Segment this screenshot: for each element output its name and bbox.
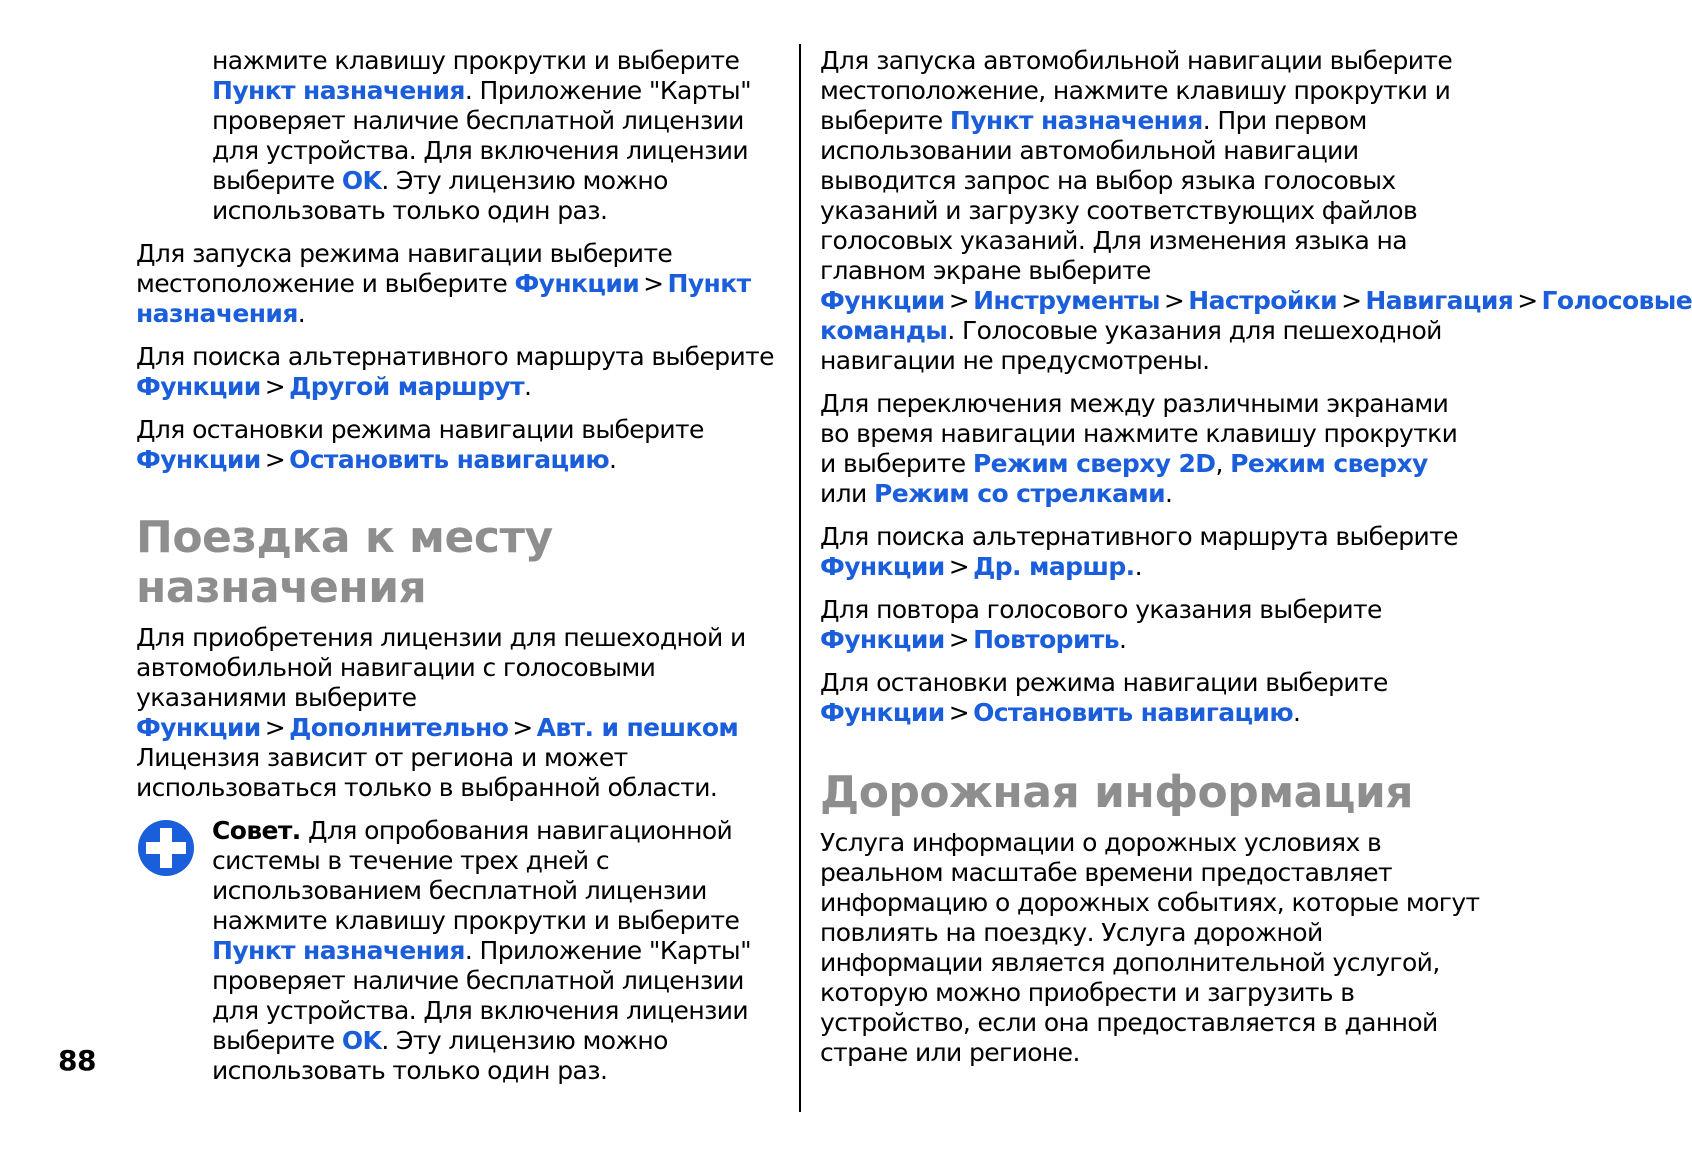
link-extras[interactable]: Дополнительно <box>289 713 509 742</box>
text: . Приложение "Карты" проверяет наличие бесплатной лицензии для устройства. Для включения лицензии выберите <box>212 76 751 195</box>
text: Для переключения между различными экранами во время навигации нажмите клавишу прокрутки и выберите <box>820 389 1458 478</box>
link-destination[interactable]: Пункт назначения <box>212 936 465 965</box>
link-ok[interactable]: OK <box>341 166 382 195</box>
menu-separator: > <box>1517 286 1538 315</box>
repeat-voice-paragraph <box>820 595 1480 655</box>
link-arrow-view[interactable]: Режим со стрелками <box>874 479 1166 508</box>
link-options[interactable]: Функции <box>136 445 261 474</box>
link-options[interactable]: Функции <box>820 286 945 315</box>
menu-separator: > <box>264 372 286 401</box>
text: . Эту лицензию можно использовать только один раз. <box>212 166 668 225</box>
tip-label: Совет. <box>212 816 301 845</box>
text: Для приобретения лицензии для пешеходной и автомобильной навигации с голосовыми указаниями выберите <box>136 623 746 712</box>
text: . <box>524 372 532 401</box>
link-tools[interactable]: Инструменты <box>973 286 1160 315</box>
text: . При первом использовании автомобильной навигации выводится запрос на выбор языка голосовых указаний и загрузку соответствующих файлов голосовых указаний. Для изменения языка на главном экране выберите <box>820 106 1418 285</box>
text: . <box>609 445 617 474</box>
text: или <box>820 479 875 508</box>
menu-separator: > <box>948 552 970 581</box>
link-options[interactable]: Функции <box>820 552 945 581</box>
car-navigation-paragraph <box>820 46 1692 376</box>
traffic-info-paragraph: Услуга информации о дорожных условиях в реальном масштабе времени предоставляет информацию о дорожных событиях, которые могут повлиять на поездку. Услуга дорожной информации является дополнительной услугой, которую можно приобрести и загрузить в устройство, если она предоставляется в данной стране или регионе. <box>820 828 1480 1067</box>
link-settings[interactable]: Настройки <box>1188 286 1338 315</box>
link-ok[interactable]: OK <box>341 1026 382 1055</box>
menu-separator: > <box>1163 286 1185 315</box>
text: нажмите клавишу прокрутки и выберите <box>212 46 740 75</box>
text: . Голосовые указания для пешеходной навигации не предусмотрены. <box>820 316 1442 375</box>
link-voice-commands[interactable]: Голосовые команды <box>820 286 1692 345</box>
menu-separator: > <box>264 445 286 474</box>
link-options[interactable]: Функции <box>820 625 945 654</box>
alt-route-paragraph <box>820 522 1480 582</box>
text: Для поиска альтернативного маршрута выберите <box>136 342 774 371</box>
stop-navigation-paragraph <box>136 415 786 475</box>
text: Для запуска режима навигации выберите местоположение и выберите <box>136 239 673 298</box>
menu-separator: > <box>948 286 970 315</box>
text: Для повтора голосового указания выберите <box>820 595 1382 624</box>
view-switch-paragraph <box>820 389 1480 509</box>
link-drive-walk[interactable]: Авт. и пешком <box>536 713 739 742</box>
alt-route-paragraph <box>136 342 786 402</box>
link-navigation[interactable]: Навигация <box>1365 286 1514 315</box>
page-number: 88 <box>58 1044 96 1077</box>
text: , <box>1215 449 1231 478</box>
stop-navigation-paragraph <box>820 668 1480 728</box>
text: . <box>297 299 306 328</box>
text: Лицензия зависит от региона и может использоваться только в выбранной области. <box>136 743 718 802</box>
link-stop-navigation[interactable]: Остановить навигацию <box>973 698 1294 727</box>
link-options[interactable]: Функции <box>514 269 640 298</box>
link-top-2d[interactable]: Режим сверху 2D <box>972 449 1216 478</box>
menu-separator: > <box>643 269 664 298</box>
text: . <box>1165 479 1173 508</box>
link-top-view[interactable]: Режим сверху <box>1230 449 1428 478</box>
link-options[interactable]: Функции <box>136 372 261 401</box>
text: Для запуска автомобильной навигации выберите местоположение, нажмите клавишу прокрутки и выберите <box>820 46 1453 135</box>
link-other-route[interactable]: Другой маршрут <box>289 372 525 401</box>
tip-block <box>136 816 786 1086</box>
left-column <box>136 46 786 1099</box>
link-destination[interactable]: Пункт назначения <box>136 269 751 328</box>
license-paragraph <box>136 623 786 803</box>
menu-separator: > <box>948 698 970 727</box>
link-options[interactable]: Функции <box>820 698 945 727</box>
menu-separator: > <box>948 625 970 654</box>
tip-text <box>212 816 786 1086</box>
column-divider <box>799 44 801 1112</box>
text: Для остановки режима навигации выберите <box>136 415 704 444</box>
text: . <box>1134 552 1142 581</box>
start-navigation-paragraph <box>136 239 786 329</box>
text: Для опробования навигационной системы в течение трех дней с использованием бесплатной лицензии нажмите клавишу прокрутки и выберите <box>212 816 740 935</box>
section-heading-traffic: Дорожная информация <box>820 767 1414 818</box>
text: . Эту лицензию можно использовать только один раз. <box>212 1026 668 1085</box>
link-stop-navigation[interactable]: Остановить навигацию <box>289 445 610 474</box>
menu-separator: > <box>1341 286 1362 315</box>
continued-tip-paragraph <box>212 46 786 226</box>
right-column <box>820 46 1692 1081</box>
text: Для остановки режима навигации выберите <box>820 668 1388 697</box>
link-options[interactable]: Функции <box>136 713 261 742</box>
link-destination[interactable]: Пункт назначения <box>949 106 1203 135</box>
section-heading-trip: Поездка к месту назначения <box>136 512 553 613</box>
link-alt-route[interactable]: Др. маршр. <box>973 552 1135 581</box>
text: Для поиска альтернативного маршрута выберите <box>820 522 1458 551</box>
text: . <box>1293 698 1301 727</box>
menu-separator: > <box>512 713 533 742</box>
plus-circle-icon <box>136 818 196 878</box>
text: . Приложение "Карты" проверяет наличие бесплатной лицензии для устройства. Для включения лицензии выберите <box>212 936 751 1055</box>
text: . <box>1118 625 1127 654</box>
menu-separator: > <box>264 713 286 742</box>
link-repeat[interactable]: Повторить <box>973 625 1119 654</box>
link-destination[interactable]: Пункт назначения <box>212 76 465 105</box>
